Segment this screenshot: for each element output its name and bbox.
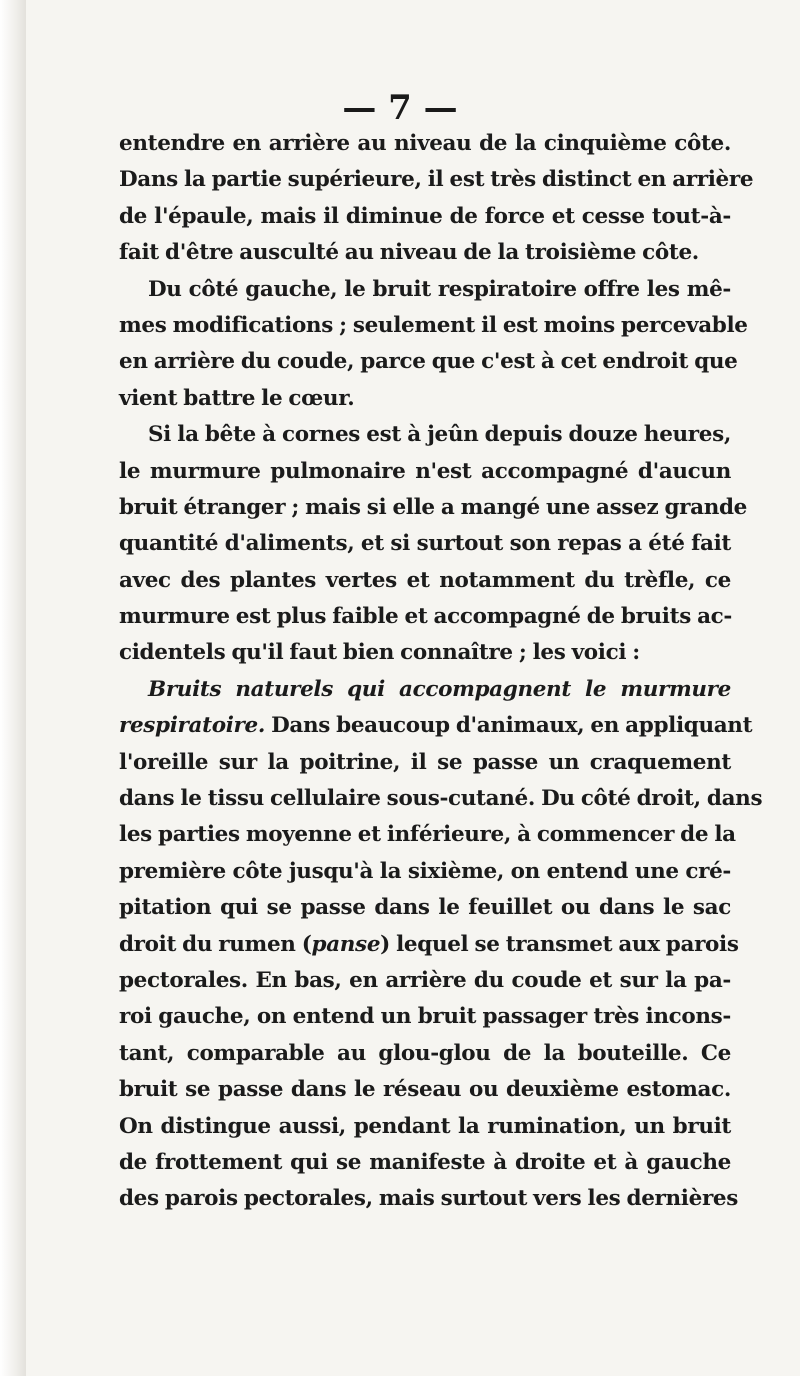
text-line: On distingue aussi, pendant la rumination, un bruit <box>119 1113 731 1139</box>
text-line: quantité d'aliments, et si surtout son repas a été fait <box>119 531 731 557</box>
page-number: — 7 — <box>342 88 458 128</box>
text-line: de frottement qui se manifeste à droite et à gauche <box>119 1149 731 1175</box>
text-line: tant, comparable au glou-glou de la bouteille. Ce <box>119 1040 731 1066</box>
text-line <box>119 708 753 744</box>
text-line: bruit se passe dans le réseau ou deuxième estomac. <box>119 1077 731 1103</box>
text-line: l'oreille sur la poitrine, il se passe un craquement <box>119 749 731 775</box>
text-line: avec des plantes vertes et notamment du trèfle, ce <box>119 567 731 593</box>
page-gutter <box>0 0 26 1376</box>
text-line: le murmure pulmonaire n'est accompagné d'aucun <box>119 458 731 484</box>
text-line: pitation qui se passe dans le feuillet ou dans le sac <box>119 895 731 921</box>
text-line: Dans la partie supérieure, il est très distinct en arrière <box>119 167 754 193</box>
text-line: cidentels qu'il faut bien connaître ; les voici : <box>119 640 640 666</box>
text-line: murmure est plus faible et accompagné de bruits ac- <box>119 604 732 630</box>
text-line: dans le tissu cellulaire sous-cutané. Du côté droit, dans <box>119 786 763 812</box>
text-line: roi gauche, on entend un bruit passager très incons- <box>119 1004 731 1030</box>
text-line: en arrière du coude, parce que c'est à cet endroit que <box>119 349 738 375</box>
text-fragment: Dans beaucoup d'animaux, en appliquant <box>264 713 753 739</box>
italic-term: respiratoire. <box>119 713 265 739</box>
text-fragment: ) lequel se transmet aux parois <box>380 931 739 957</box>
text-line: vient battre le cœur. <box>119 385 355 411</box>
text-line: les parties moyenne et inférieure, à commencer de la <box>119 822 736 848</box>
text-line: fait d'être ausculté au niveau de la troisième côte. <box>119 240 699 266</box>
text-line: pectorales. En bas, en arrière du coude et sur la pa- <box>119 967 731 993</box>
section-heading: Bruits naturels qui accompagnent le murmure <box>148 676 731 702</box>
text-line: première côte jusqu'à la sixième, on entend une cré- <box>119 858 731 884</box>
body-text <box>119 126 763 1218</box>
text-line: Du côté gauche, le bruit respiratoire offre les mê- <box>148 276 731 302</box>
text-line: Si la bête à cornes est à jeûn depuis douze heures, <box>148 422 731 448</box>
text-line: mes modifications ; seulement il est moins percevable <box>119 312 748 338</box>
italic-term: panse <box>311 931 381 957</box>
text-line: des parois pectorales, mais surtout vers les dernières <box>119 1186 739 1212</box>
text-line: de l'épaule, mais il diminue de force et cesse tout-à- <box>119 203 731 229</box>
text-line: entendre en arrière au niveau de la cinquième côte. <box>119 131 731 156</box>
text-fragment: droit du rumen ( <box>119 931 312 957</box>
text-line <box>119 927 739 963</box>
text-line: bruit étranger ; mais si elle a mangé une assez grande <box>119 494 747 520</box>
